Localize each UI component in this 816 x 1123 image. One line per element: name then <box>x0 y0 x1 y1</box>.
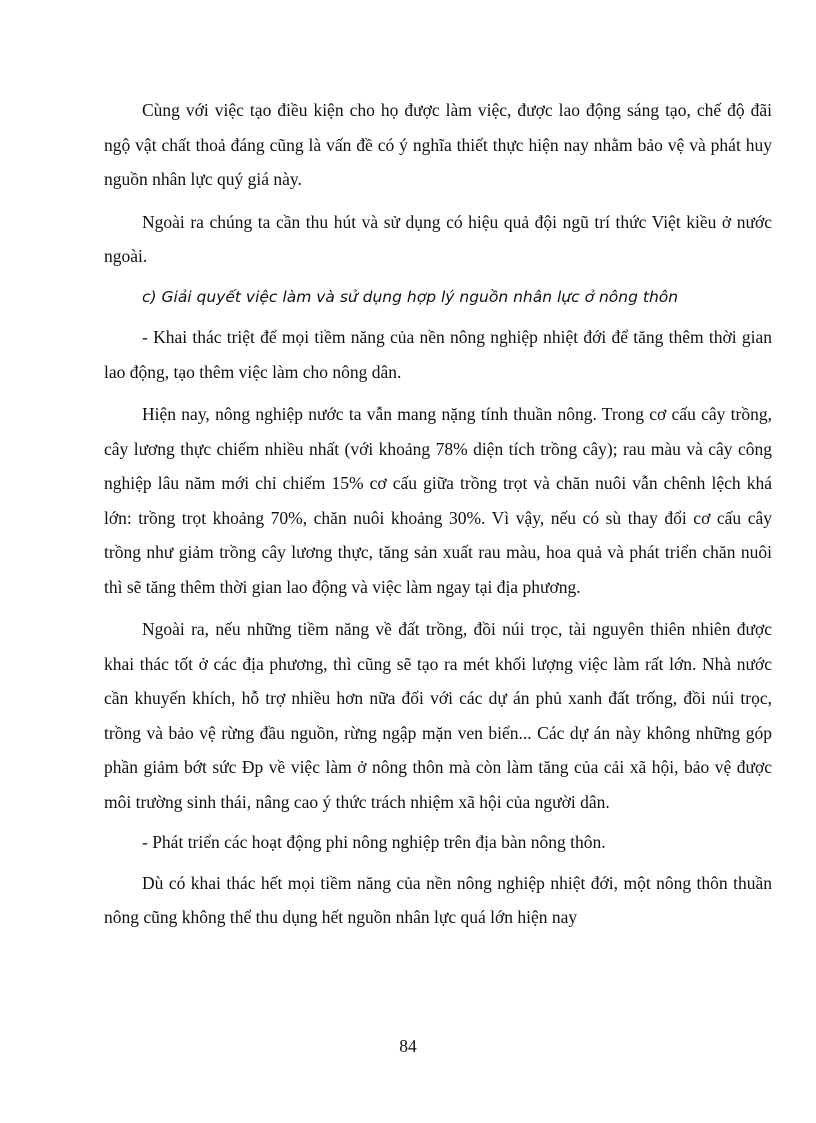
paragraph-material-incentives: Cùng với việc tạo điều kiện cho họ được làm việc, được lao động sáng tạo, chế độ đãi ngộ vật chất thoả đáng cũng là vấn đề có ý nghĩa thiết thực hiện nay nhằm bảo vệ và phát huy nguồn nhân lực quý giá này. <box>104 100 772 189</box>
page-body <box>104 93 772 935</box>
paragraph-overseas-intellectuals: Ngoài ra chúng ta cần thu hút và sử dụng có hiệu quả đội ngũ trí thức Việt kiều ở nước ngoài. <box>104 211 772 266</box>
section-heading-rural-employment: c) Giải quyết việc làm và sử dụng hợp lý nguồn nhân lực ở nông thôn <box>142 287 679 306</box>
page-number: 84 <box>399 1036 417 1056</box>
paragraph-rural-labour-limit: Dù có khai thác hết mọi tiềm năng của nền nông nghiệp nhiệt đới, một nông thôn thuần nông cũng không thể thu dụng hết nguồn nhân lực quá lớn hiện nay <box>104 872 772 927</box>
paragraph-crop-structure: Hiện nay, nông nghiệp nước ta vẫn mang nặng tính thuần nông. Trong cơ cấu cây trồng, cây lương thực chiếm nhiều nhất (với khoảng 78% diện tích trồng cây); rau màu và cây công nghiệp lâu năm mới chỉ chiếm 15% cơ cấu giữa trồng trọt và chăn nuôi vẫn chênh lệch khá lớn: trồng trọt khoảng 70%, chăn nuôi khoảng 30%. Vì vậy, nếu có sù thay đổi cơ cấu cây trồng như giảm trồng cây lương thực, tăng sản xuất rau màu, hoa quả và phát triển chăn nuôi thì sẽ tăng thêm thời gian lao động và việc làm ngay tại địa phương. <box>104 404 772 597</box>
paragraph-non-agricultural: - Phát triển các hoạt động phi nông nghiệp trên địa bàn nông thôn. <box>142 832 606 852</box>
paragraph-land-potential: Ngoài ra, nếu những tiềm năng về đất trồng, đồi núi trọc, tài nguyên thiên nhiên được khai thác tốt ở các địa phương, thì cũng sẽ tạo ra mét khối lượng việc làm rất lớn. Nhà nước cần khuyến khích, hỗ trợ nhiều hơn nữa đối với các dự án phủ xanh đất trống, đồi núi trọc, trồng và bảo vệ rừng đầu nguồn, rừng ngập mặn ven biển... Các dự án này không những góp phần giảm bớt sức Ðp về việc làm ở nông thôn mà còn làm tăng của cải xã hội, bảo vệ được môi trường sinh thái, nâng cao ý thức trách nhiệm xã hội của người dân. <box>104 619 772 812</box>
paragraph-tropical-agriculture: - Khai thác triệt để mọi tiềm năng của nền nông nghiệp nhiệt đới để tăng thêm thời gian lao động, tạo thêm việc làm cho nông dân. <box>104 327 772 382</box>
